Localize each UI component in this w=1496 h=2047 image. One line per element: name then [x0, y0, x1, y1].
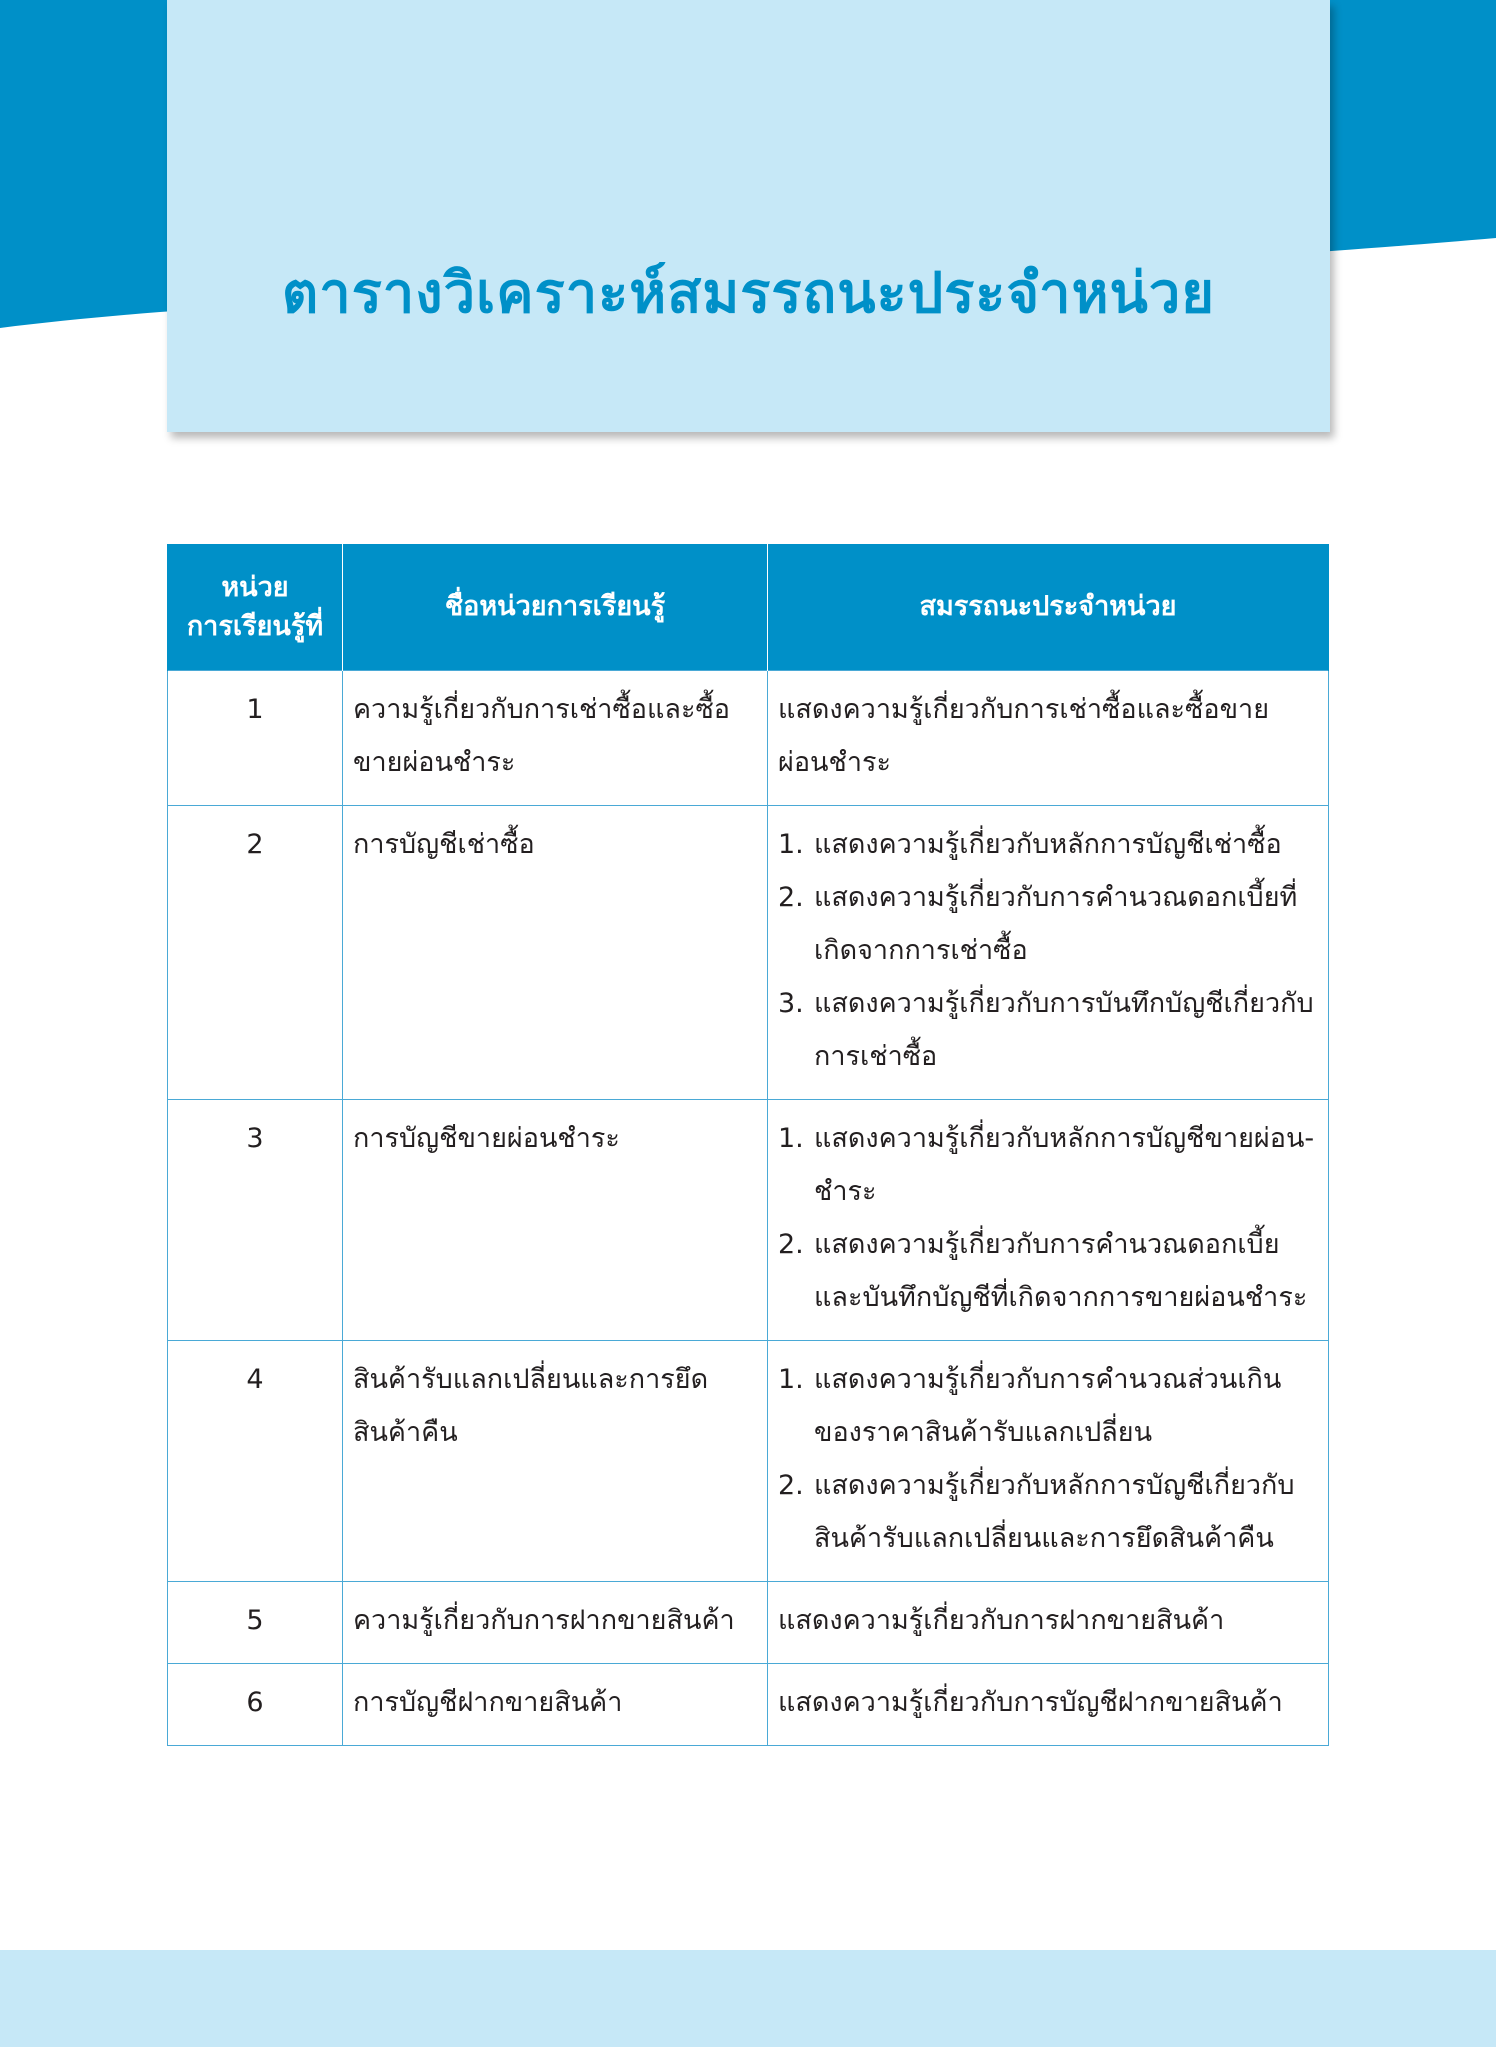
list-item-text: แสดงความรู้เกี่ยวกับหลักการบัญชีขายผ่อน-ชำระ	[814, 1123, 1315, 1207]
cell-competency	[768, 1582, 1329, 1664]
competency-text: แสดงความรู้เกี่ยวกับการบัญชีฝากขายสินค้า	[778, 1687, 1283, 1718]
cell-competency	[768, 1664, 1329, 1746]
competency-list-item	[778, 818, 1318, 871]
competency-list-item	[778, 977, 1318, 1083]
competency-list-item	[778, 1218, 1318, 1324]
competency-text: แสดงความรู้เกี่ยวกับการฝากขายสินค้า	[778, 1605, 1225, 1636]
list-item-number: 1.	[778, 1123, 804, 1154]
cell-unit-number: 3	[168, 1100, 343, 1341]
cell-unit-number: 2	[168, 806, 343, 1100]
footer-band	[0, 1950, 1496, 2047]
title-card	[167, 0, 1330, 432]
list-item-number: 2.	[778, 1470, 804, 1501]
cell-unit-name: การบัญชีฝากขายสินค้า	[343, 1664, 768, 1746]
competency-list-item	[778, 1353, 1318, 1459]
cell-competency	[768, 671, 1329, 806]
list-item-text: แสดงความรู้เกี่ยวกับหลักการบัญชีเช่าซื้อ	[814, 829, 1282, 860]
list-item-text: แสดงความรู้เกี่ยวกับการบันทึกบัญชีเกี่ยวกับการเช่าซื้อ	[814, 988, 1314, 1072]
table-row	[168, 1341, 1329, 1582]
cell-unit-number: 4	[168, 1341, 343, 1582]
header-competency: สมรรถนะประจำหน่วย	[768, 544, 1329, 671]
competency-list-item	[778, 1459, 1318, 1565]
table-row	[168, 671, 1329, 806]
competency-list	[778, 1353, 1318, 1565]
table-row	[168, 1100, 1329, 1341]
table-row	[168, 806, 1329, 1100]
header-unit	[168, 544, 343, 671]
table-body	[168, 671, 1329, 1746]
cell-unit-number: 1	[168, 671, 343, 806]
cell-competency	[768, 806, 1329, 1100]
list-item-text: แสดงความรู้เกี่ยวกับหลักการบัญชีเกี่ยวกับสินค้ารับแลกเปลี่ยนและการยึดสินค้าคืน	[814, 1470, 1295, 1554]
competency-list-item	[778, 871, 1318, 977]
header-unit-line2: การเรียนรู้ที่	[186, 611, 324, 642]
cell-unit-number: 6	[168, 1664, 343, 1746]
competency-text: แสดงความรู้เกี่ยวกับการเช่าซื้อและซื้อขายผ่อนชำระ	[778, 694, 1270, 778]
list-item-number: 2.	[778, 1229, 804, 1260]
cell-competency	[768, 1100, 1329, 1341]
table-header-row	[168, 544, 1329, 671]
competency-table	[167, 544, 1329, 1746]
header-unit-line1: หน่วย	[221, 571, 289, 603]
competency-list	[778, 1112, 1318, 1324]
header-name: ชื่อหน่วยการเรียนรู้	[343, 544, 768, 671]
competency-list	[778, 818, 1318, 1083]
cell-unit-name: ความรู้เกี่ยวกับการเช่าซื้อและซื้อขายผ่อนชำระ	[343, 671, 768, 806]
cell-unit-name: สินค้ารับแลกเปลี่ยนและการยึดสินค้าคืน	[343, 1341, 768, 1582]
cell-unit-name: การบัญชีเช่าซื้อ	[343, 806, 768, 1100]
list-item-text: แสดงความรู้เกี่ยวกับการคำนวณดอกเบี้ยและบันทึกบัญชีที่เกิดจากการขายผ่อนชำระ	[814, 1229, 1308, 1313]
competency-list-item	[778, 1112, 1318, 1218]
list-item-number: 2.	[778, 882, 804, 913]
list-item-number: 1.	[778, 1364, 804, 1395]
cell-unit-name: การบัญชีขายผ่อนชำระ	[343, 1100, 768, 1341]
table-row	[168, 1582, 1329, 1664]
cell-unit-number: 5	[168, 1582, 343, 1664]
competency-table-container	[167, 544, 1328, 1746]
page-title: ตารางวิเคราะห์สมรรถนะประจำหน่วย	[281, 260, 1216, 326]
cell-unit-name: ความรู้เกี่ยวกับการฝากขายสินค้า	[343, 1582, 768, 1664]
table-row	[168, 1664, 1329, 1746]
cell-competency	[768, 1341, 1329, 1582]
list-item-text: แสดงความรู้เกี่ยวกับการคำนวณส่วนเกินของราคาสินค้ารับแลกเปลี่ยน	[814, 1364, 1282, 1448]
list-item-number: 1.	[778, 829, 804, 860]
list-item-number: 3.	[778, 988, 804, 1019]
list-item-text: แสดงความรู้เกี่ยวกับการคำนวณดอกเบี้ยที่เกิดจากการเช่าซื้อ	[814, 882, 1298, 966]
